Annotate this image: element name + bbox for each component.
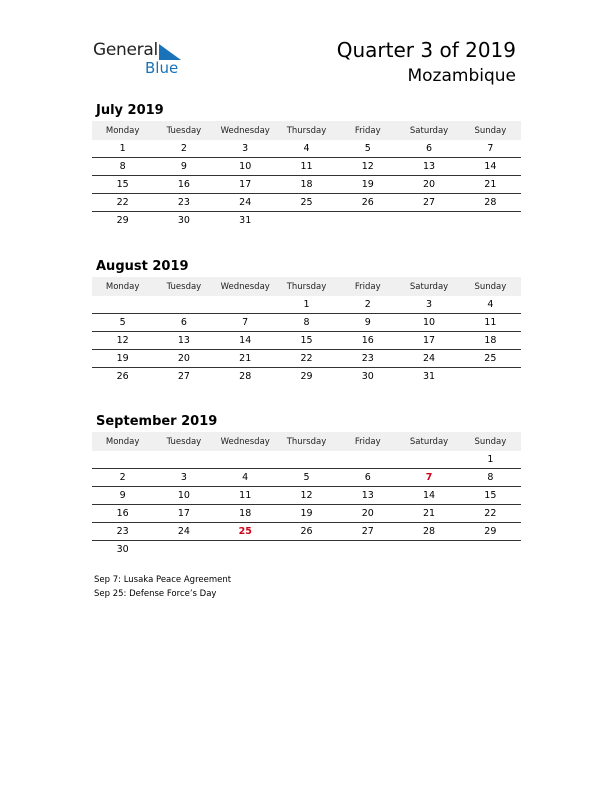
day-cell: 8 bbox=[276, 314, 337, 332]
day-cell: 10 bbox=[153, 487, 214, 505]
day-cell: 17 bbox=[153, 505, 214, 523]
day-cell: 3 bbox=[215, 140, 276, 158]
day-cell: 12 bbox=[276, 487, 337, 505]
month-table bbox=[92, 277, 521, 385]
weekday-header: Saturday bbox=[398, 432, 459, 451]
day-cell: 2 bbox=[337, 296, 398, 314]
day-cell: 19 bbox=[276, 505, 337, 523]
day-cell: 7 bbox=[398, 469, 459, 487]
day-cell: 10 bbox=[398, 314, 459, 332]
day-cell bbox=[215, 541, 276, 559]
month-title: September 2019 bbox=[96, 414, 218, 429]
weekday-header: Tuesday bbox=[153, 432, 214, 451]
day-cell: 12 bbox=[337, 158, 398, 176]
logo-general-text: General bbox=[93, 40, 158, 60]
day-cell: 26 bbox=[116, 371, 129, 382]
day-cell bbox=[153, 451, 214, 469]
day-cell: 29 bbox=[300, 371, 313, 382]
day-cell: 15 bbox=[92, 176, 153, 194]
day-cell bbox=[337, 451, 398, 469]
weekday-header: Thursday bbox=[276, 121, 337, 140]
day-cell: 16 bbox=[92, 505, 153, 523]
week-row bbox=[92, 350, 521, 368]
day-cell: 21 bbox=[460, 176, 521, 194]
day-cell: 30 bbox=[177, 215, 190, 226]
day-cell bbox=[398, 451, 459, 469]
day-cell bbox=[337, 212, 398, 230]
month-block bbox=[92, 103, 521, 229]
day-cell: 27 bbox=[398, 194, 459, 212]
day-cell: 23 bbox=[92, 523, 153, 541]
day-cell: 16 bbox=[337, 332, 398, 350]
week-row bbox=[92, 314, 521, 332]
day-cell: 17 bbox=[398, 332, 459, 350]
day-cell: 16 bbox=[153, 176, 214, 194]
day-cell: 4 bbox=[460, 296, 521, 314]
day-cell: 23 bbox=[337, 350, 398, 368]
day-cell: 24 bbox=[153, 523, 214, 541]
month-table bbox=[92, 121, 521, 229]
weekday-header: Friday bbox=[337, 432, 398, 451]
day-cell: 20 bbox=[153, 350, 214, 368]
day-cell: 3 bbox=[153, 469, 214, 487]
month-block bbox=[92, 259, 521, 385]
weekday-header: Saturday bbox=[398, 121, 459, 140]
day-cell: 19 bbox=[337, 176, 398, 194]
day-cell: 22 bbox=[92, 194, 153, 212]
day-cell: 17 bbox=[215, 176, 276, 194]
day-cell bbox=[276, 212, 337, 230]
day-cell: 26 bbox=[337, 194, 398, 212]
weekday-header: Friday bbox=[337, 277, 398, 296]
day-cell: 15 bbox=[276, 332, 337, 350]
day-cell: 2 bbox=[153, 140, 214, 158]
weekday-header: Wednesday bbox=[215, 121, 276, 140]
week-row bbox=[92, 451, 521, 469]
day-cell: 20 bbox=[398, 176, 459, 194]
day-cell: 25 bbox=[460, 350, 521, 368]
day-cell: 22 bbox=[460, 505, 521, 523]
day-cell bbox=[276, 451, 337, 469]
day-cell: 18 bbox=[215, 505, 276, 523]
day-cell: 7 bbox=[215, 314, 276, 332]
day-cell: 1 bbox=[92, 140, 153, 158]
day-cell: 27 bbox=[177, 371, 190, 382]
week-row bbox=[92, 469, 521, 487]
day-cell: 30 bbox=[116, 544, 129, 555]
day-cell: 9 bbox=[92, 487, 153, 505]
day-cell: 1 bbox=[276, 296, 337, 314]
day-cell: 26 bbox=[276, 523, 337, 541]
day-cell: 30 bbox=[361, 371, 374, 382]
day-cell: 9 bbox=[153, 158, 214, 176]
day-cell: 23 bbox=[153, 194, 214, 212]
day-cell: 28 bbox=[460, 194, 521, 212]
day-cell: 24 bbox=[398, 350, 459, 368]
weekday-header: Wednesday bbox=[215, 277, 276, 296]
day-cell: 9 bbox=[337, 314, 398, 332]
weekday-header: Sunday bbox=[460, 432, 521, 451]
day-cell bbox=[398, 541, 459, 559]
day-cell bbox=[398, 212, 459, 230]
month-table bbox=[92, 432, 521, 558]
day-cell: 2 bbox=[92, 469, 153, 487]
day-cell: 14 bbox=[215, 332, 276, 350]
day-cell: 28 bbox=[398, 523, 459, 541]
week-row bbox=[92, 523, 521, 541]
day-cell: 21 bbox=[398, 505, 459, 523]
day-cell: 28 bbox=[239, 371, 252, 382]
logo-triangle-icon bbox=[159, 44, 181, 60]
day-cell bbox=[92, 451, 153, 469]
day-cell: 14 bbox=[398, 487, 459, 505]
week-row bbox=[92, 296, 521, 314]
day-cell bbox=[460, 541, 521, 559]
day-cell: 13 bbox=[153, 332, 214, 350]
weekday-header: Sunday bbox=[460, 277, 521, 296]
day-cell: 31 bbox=[423, 371, 436, 382]
logo bbox=[93, 40, 193, 80]
week-row bbox=[92, 212, 521, 230]
day-cell bbox=[215, 451, 276, 469]
week-row bbox=[92, 332, 521, 350]
week-row bbox=[92, 158, 521, 176]
month-block bbox=[92, 414, 521, 558]
day-cell: 8 bbox=[460, 469, 521, 487]
weekday-header: Tuesday bbox=[153, 121, 214, 140]
week-row bbox=[92, 505, 521, 523]
day-cell: 3 bbox=[398, 296, 459, 314]
holiday-notes bbox=[94, 573, 231, 601]
week-row bbox=[92, 176, 521, 194]
day-cell: 27 bbox=[337, 523, 398, 541]
weekday-header: Monday bbox=[92, 432, 153, 451]
day-cell: 12 bbox=[92, 332, 153, 350]
day-cell: 10 bbox=[215, 158, 276, 176]
day-cell: 8 bbox=[92, 158, 153, 176]
day-cell: 11 bbox=[215, 487, 276, 505]
day-cell: 13 bbox=[398, 158, 459, 176]
weekday-header: Monday bbox=[92, 121, 153, 140]
day-cell: 21 bbox=[215, 350, 276, 368]
weekday-header: Friday bbox=[337, 121, 398, 140]
week-row bbox=[92, 487, 521, 505]
holiday-note: Sep 25: Defense Force’s Day bbox=[94, 589, 217, 599]
day-cell: 5 bbox=[276, 469, 337, 487]
day-cell: 29 bbox=[116, 215, 129, 226]
day-cell: 4 bbox=[215, 469, 276, 487]
weekday-header: Thursday bbox=[276, 277, 337, 296]
day-cell: 18 bbox=[276, 176, 337, 194]
day-cell: 19 bbox=[92, 350, 153, 368]
day-cell: 6 bbox=[337, 469, 398, 487]
day-cell: 14 bbox=[460, 158, 521, 176]
day-cell: 15 bbox=[460, 487, 521, 505]
day-cell bbox=[337, 541, 398, 559]
country-name: Mozambique bbox=[407, 66, 516, 86]
logo-blue-text: Blue bbox=[145, 59, 179, 77]
week-row bbox=[92, 368, 521, 386]
day-cell: 7 bbox=[460, 140, 521, 158]
day-cell: 31 bbox=[239, 215, 252, 226]
day-cell: 11 bbox=[460, 314, 521, 332]
day-cell: 20 bbox=[337, 505, 398, 523]
day-cell: 25 bbox=[215, 523, 276, 541]
day-cell: 1 bbox=[460, 451, 521, 469]
day-cell: 11 bbox=[276, 158, 337, 176]
day-cell bbox=[153, 296, 214, 314]
day-cell: 6 bbox=[398, 140, 459, 158]
day-cell bbox=[276, 541, 337, 559]
weekday-header: Thursday bbox=[276, 432, 337, 451]
day-cell: 25 bbox=[276, 194, 337, 212]
weekday-header: Tuesday bbox=[153, 277, 214, 296]
day-cell: 5 bbox=[92, 314, 153, 332]
day-cell bbox=[153, 541, 214, 559]
day-cell bbox=[215, 296, 276, 314]
day-cell: 6 bbox=[153, 314, 214, 332]
holiday-note: Sep 7: Lusaka Peace Agreement bbox=[94, 575, 232, 585]
weekday-header: Monday bbox=[92, 277, 153, 296]
weekday-header: Saturday bbox=[398, 277, 459, 296]
day-cell: 24 bbox=[215, 194, 276, 212]
day-cell bbox=[460, 212, 521, 230]
day-cell: 18 bbox=[460, 332, 521, 350]
week-row bbox=[92, 194, 521, 212]
day-cell: 29 bbox=[460, 523, 521, 541]
day-cell bbox=[460, 368, 521, 386]
day-cell bbox=[92, 296, 153, 314]
page-title: Quarter 3 of 2019 bbox=[336, 38, 516, 62]
day-cell: 4 bbox=[276, 140, 337, 158]
month-title: July 2019 bbox=[96, 103, 164, 118]
week-row bbox=[92, 140, 521, 158]
day-cell: 5 bbox=[337, 140, 398, 158]
day-cell: 22 bbox=[276, 350, 337, 368]
month-title: August 2019 bbox=[96, 259, 189, 274]
day-cell: 13 bbox=[337, 487, 398, 505]
weekday-header: Sunday bbox=[460, 121, 521, 140]
weekday-header: Wednesday bbox=[215, 432, 276, 451]
week-row bbox=[92, 541, 521, 559]
